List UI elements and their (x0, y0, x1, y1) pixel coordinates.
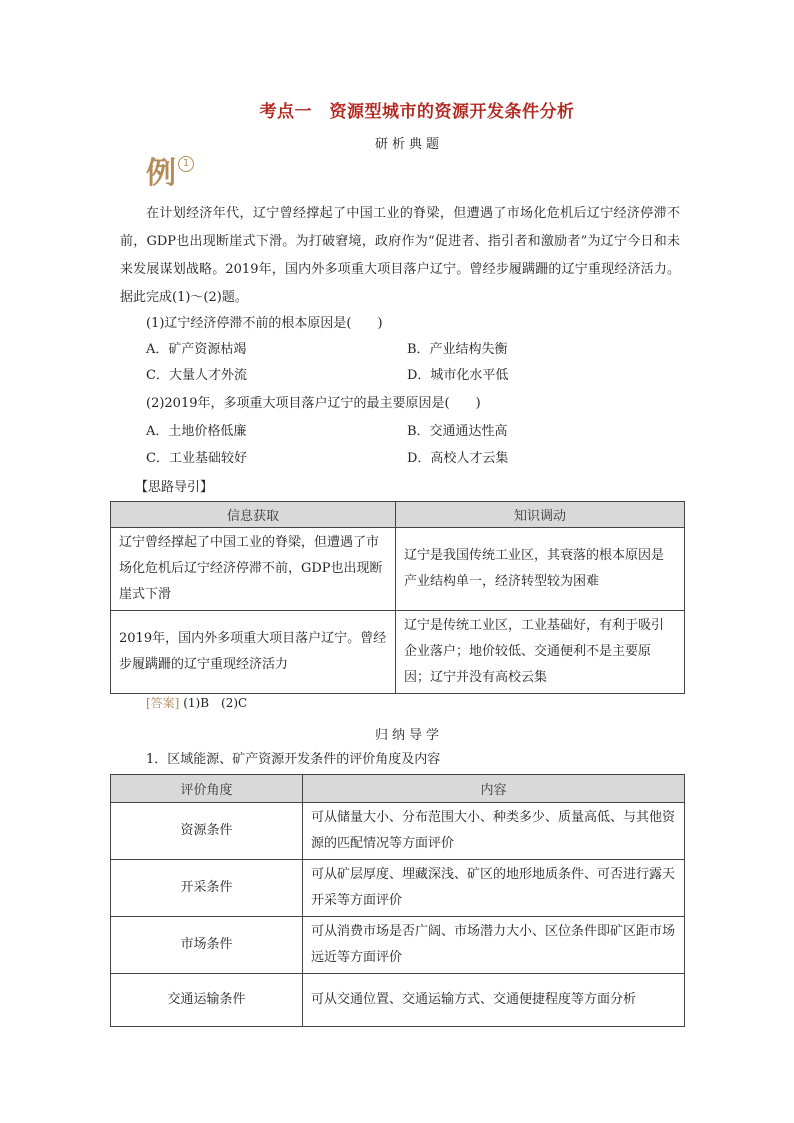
q2-option-a: A．土地价格低廉 (146, 424, 247, 439)
point-heading: 1．区域能源、矿产资源开发条件的评价角度及内容 (146, 752, 441, 767)
eval-header-angle: 评价角度 (111, 775, 303, 803)
table-row (111, 611, 685, 694)
eval-content: 可从矿层厚度、埋藏深浅、矿区的地形地质条件、可否进行露天开采等方面评价 (303, 860, 685, 917)
example-marker (146, 154, 190, 194)
guide-table-header (111, 502, 685, 528)
guide-table (110, 501, 685, 694)
eval-content: 可从储量大小、分布范围大小、种类多少、质量高低、与其他资源的匹配情况等方面评价 (303, 803, 685, 860)
q2-option-d: D．高校人才云集 (407, 451, 509, 466)
q1-option-c: C．大量人才外流 (146, 368, 247, 383)
answer-tag: [答案] (146, 696, 180, 710)
section-heading-study: 研析典题 (374, 137, 443, 152)
guide-cell: 辽宁是传统工业区，工业基础好，有利于吸引企业落户；地价较低、交通便利不是主要原因；辽宁并没有高校云集 (396, 611, 685, 694)
eval-category: 资源条件 (111, 803, 303, 860)
eval-category: 交通运输条件 (111, 974, 303, 1027)
table-row (111, 860, 685, 917)
guide-cell: 2019年，国内外多项重大项目落户辽宁。曾经步履蹒跚的辽宁重现经济活力 (111, 611, 396, 694)
q1-option-d: D．城市化水平低 (407, 368, 509, 383)
table-row (111, 917, 685, 974)
guide-label: 【思路导引】 (135, 480, 214, 495)
question-stem: 在计划经济年代，辽宁曾经撑起了中国工业的脊梁，但遭遇了市场化危机后辽宁经济停滞不前，GDP也出现断崖式下滑。为打破窘境，政府作为“促进者、指引者和激励者”为辽宁今日和未来发展谋划战略。2019年，国内外多项重大项目落户辽宁。曾经步履蹒跚的辽宁重现经济活力。据此完成(1)～(2)题。 (120, 206, 680, 305)
evaluation-table (110, 774, 685, 1027)
guide-header-knowledge: 知识调动 (396, 502, 685, 528)
q1-option-b: B．产业结构失衡 (407, 342, 508, 357)
eval-content: 可从交通位置、交通运输方式、交通便捷程度等方面分析 (303, 974, 685, 1027)
guide-cell: 辽宁曾经撑起了中国工业的脊梁，但遭遇了市场化危机后辽宁经济停滞不前，GDP也出现断崖式下滑 (111, 528, 396, 611)
evaluation-table-header (111, 775, 685, 803)
page-title: 考点一 资源型城市的资源开发条件分析 (259, 102, 575, 122)
q1-option-a: A．矿产资源枯竭 (146, 342, 247, 357)
table-row (111, 803, 685, 860)
table-row (111, 528, 685, 611)
q2-option-b: B．交通通达性高 (407, 424, 508, 439)
eval-category: 开采条件 (111, 860, 303, 917)
question-2: (2)2019年，多项重大项目落户辽宁的最主要原因是( ) (146, 396, 481, 411)
example-label: 例 (146, 156, 176, 191)
eval-category: 市场条件 (111, 917, 303, 974)
answer-text: (1)B (2)C (183, 696, 248, 710)
example-number: 1 (178, 156, 194, 172)
eval-content: 可从消费市场是否广阔、市场潜力大小、区位条件即矿区距市场远近等方面评价 (303, 917, 685, 974)
section-heading-summary: 归纳导学 (374, 728, 443, 743)
guide-cell: 辽宁是我国传统工业区，其衰落的根本原因是产业结构单一，经济转型较为困难 (396, 528, 685, 611)
table-row (111, 974, 685, 1027)
guide-header-info: 信息获取 (111, 502, 396, 528)
question-1: (1)辽宁经济停滞不前的根本原因是( ) (146, 316, 383, 331)
eval-header-content: 内容 (303, 775, 685, 803)
answer-line (146, 694, 247, 711)
q2-option-c: C．工业基础较好 (146, 451, 247, 466)
